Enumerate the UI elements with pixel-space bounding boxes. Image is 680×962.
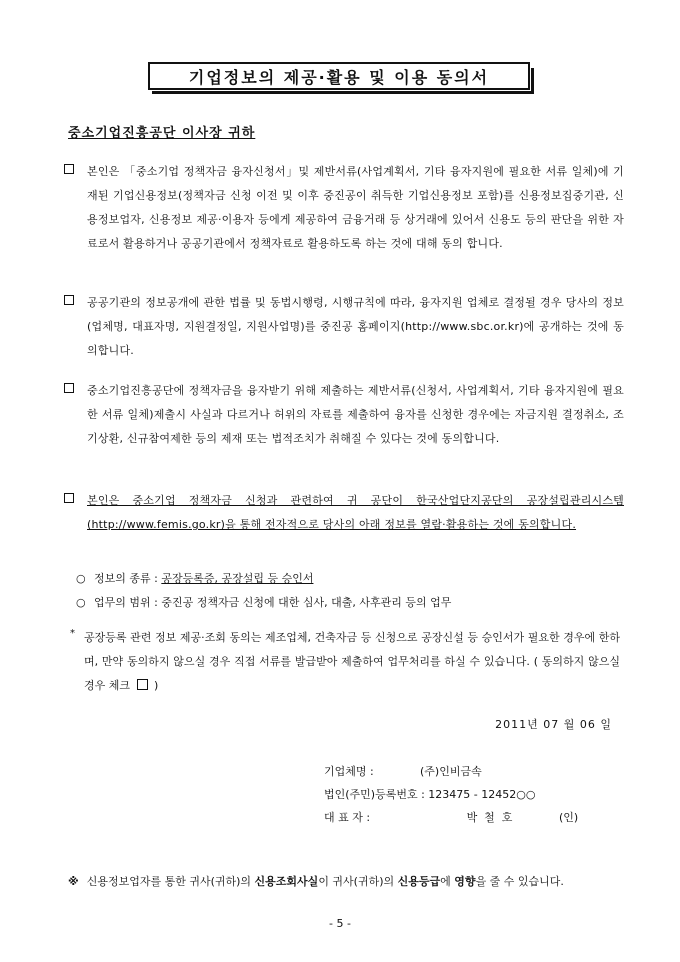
addressee: 중소기업진흥공단 이사장 귀하 [68,126,256,141]
note-close-paren: ) [154,679,159,692]
consent-checkbox-2[interactable] [64,295,74,305]
company-name-value: (주)인비금속 [420,765,482,778]
bullet-circle-icon: ○ [76,596,86,609]
info-item-scope [76,593,451,613]
decline-checkbox[interactable] [137,679,148,690]
company-name-row [324,760,578,783]
seal-mark: (인) [559,811,579,824]
info-item-type [76,569,313,589]
credit-info-footnote [68,873,564,889]
consent-checkbox-4[interactable] [64,493,74,503]
footnote-text-4: 을 줄 수 있습니다. [475,875,564,888]
consent-clause-2 [64,291,624,363]
clause-text-4: 본인은 중소기업 정책자금 신청과 관련하여 귀 공단이 한국산업단지공단의 공장설립관리시스템(http://www.femis.go.kr)을 통해 전자적으로 당사의 아래 정보를 열람·활용하는 것에 동의합니다. [87,494,624,531]
asterisk-icon: * [70,628,75,639]
representative-label: 대 표 자 : [324,811,371,824]
registration-number-row [324,783,578,806]
footnote-text-2: 이 귀사(귀하)의 [318,875,398,888]
registration-number-label: 법인(주민)등록번호 : [324,788,425,801]
bullet-circle-icon: ○ [76,572,86,585]
clause-text-1: 본인은 「중소기업 정책자금 융자신청서」및 제반서류(사업계획서, 기타 융자지원에 필요한 서류 일체)에 기재된 기업신용정보(정책자금 신청 이전 및 이후 중진공이 취득한 기업신용정보 포함)를 신용정보집중기관, 신용정보업자, 신용정보 제공·이용자 등에게 제공하여 금융거래 등 상거래에 있어서 신용도 등의 판단을 위한 자료로서 활용하거나 공공기관에서 정책자료로 활용하도록 하는 것에 대해 동의 합니다. [87,165,624,250]
footnote-bold-3: 영향 [454,875,476,888]
info-item-value: 공장등록증, 공장설립 등 승인서 [161,572,314,585]
company-name-label: 기업체명 : [324,765,374,778]
consent-clause-1 [64,160,624,256]
footnote-text-3: 에 [440,875,455,888]
clause-text-3: 중소기업진흥공단에 정책자금을 융자받기 위해 제출하는 제반서류(신청서, 사업계획서, 기타 융자지원에 필요한 서류 일체)제출시 사실과 다르거나 허위의 자료를 제출하여 융자를 신청한 경우에는 자금지원 결정취소, 조기상환, 신규참여제한 등의 제재 또는 법적조치가 취해질 수 있다는 것에 동의합니다. [87,384,624,445]
consent-clause-4 [64,489,624,537]
document-title-box [148,62,530,90]
representative-row [324,806,578,829]
reference-mark-icon: ※ [68,875,79,888]
representative-name: 박 철 호 [466,811,513,824]
consent-checkbox-3[interactable] [64,383,74,393]
info-item-value: 중진공 정책자금 신청에 대한 심사, 대출, 사후관리 등의 업무 [161,596,452,609]
consent-clause-3 [64,379,624,451]
page-number: - 5 - [329,917,351,930]
document-title: 기업정보의 제공·활용 및 이용 동의서 [188,67,490,87]
footnote-text-1: 신용정보업자를 통한 귀사(귀하)의 [86,875,255,888]
note-text: 공장등록 관련 정보 제공·조회 동의는 제조업체, 건축자금 등 신청으로 공장신설 등 승인서가 필요한 경우에 한하며, 만약 동의하지 않으실 경우 직접 서류를 발급받아 제출하여 업무처리를 하실 수 있습니다. ( 동의하지 않으실 경우 체크 [84,631,620,692]
registration-number-value: 123475 - 12452○○ [428,788,536,801]
info-item-label: 업무의 범위 : [94,596,162,609]
factory-info-note [70,626,620,698]
clause-text-2: 공공기관의 정보공개에 관한 법률 및 동법시행령, 시행규칙에 따라, 융자지원 업체로 결정될 경우 당사의 정보(업체명, 대표자명, 지원결정일, 지원사업명)를 중진공 홈페이지(http://www.sbc.or.kr)에 공개하는 것에 동의합니다. [87,296,624,357]
consent-date: 2011년 07 월 06 일 [495,718,612,731]
info-item-label: 정보의 종류 : [94,572,162,585]
footnote-bold-2: 신용등급 [397,875,441,888]
consent-checkbox-1[interactable] [64,164,74,174]
signature-block [324,760,578,829]
footnote-bold-1: 신용조회사실 [254,875,319,888]
